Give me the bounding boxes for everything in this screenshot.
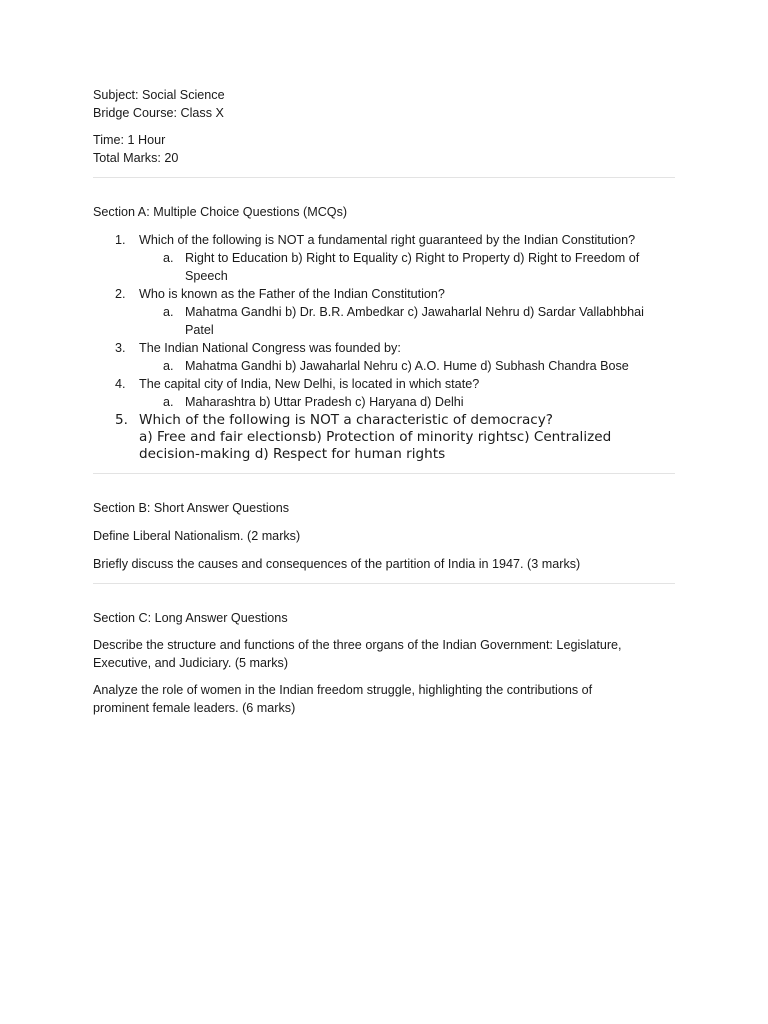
list-item — [93, 339, 675, 375]
option-letter: a. — [163, 251, 174, 265]
question-number: 5. — [115, 412, 128, 428]
long-question — [93, 681, 675, 717]
options-line: Right to Education b) Right to Equality c) Right to Property d) Right to Freedom of — [185, 251, 640, 265]
options-line: a) Free and fair electionsb) Protection of minority rightsc) Centralized — [139, 429, 612, 445]
course-line: Bridge Course: Class X — [93, 106, 224, 120]
question-number: 3. — [115, 341, 126, 355]
mcq-list — [93, 231, 675, 463]
question-text: Which of the following is NOT a fundamental right guaranteed by the Indian Constitution? — [139, 233, 636, 247]
long-question-line: prominent female leaders. (6 marks) — [93, 701, 296, 715]
options — [139, 393, 675, 411]
list-item — [93, 285, 675, 339]
question-paper — [93, 86, 675, 717]
option-letter: a. — [163, 305, 174, 319]
options-line: Patel — [185, 323, 214, 337]
question-text: Who is known as the Father of the Indian Constitution? — [139, 287, 445, 301]
short-question: Define Liberal Nationalism. (2 marks) — [93, 529, 301, 543]
options — [139, 249, 675, 285]
list-item — [93, 411, 675, 463]
time-line: Time: 1 Hour — [93, 133, 166, 147]
options-line: decision-making d) Respect for human rights — [139, 446, 446, 462]
options-line: Mahatma Gandhi b) Dr. B.R. Ambedkar c) Jawaharlal Nehru d) Sardar Vallabhbhai — [185, 305, 644, 319]
question-number: 2. — [115, 287, 126, 301]
list-item — [93, 231, 675, 285]
options — [139, 357, 675, 375]
long-question-line: Analyze the role of women in the Indian freedom struggle, highlighting the contributions of — [93, 683, 593, 697]
options — [139, 303, 675, 339]
question-number: 4. — [115, 377, 126, 391]
subject-line: Subject: Social Science — [93, 88, 225, 102]
section-c-title: Section C: Long Answer Questions — [93, 611, 288, 625]
question-text: The Indian National Congress was founded by: — [139, 341, 401, 355]
long-question-line: Executive, and Judiciary. (5 marks) — [93, 656, 289, 670]
section-b-title: Section B: Short Answer Questions — [93, 501, 290, 515]
option-letter: a. — [163, 359, 174, 373]
option-letter: a. — [163, 395, 174, 409]
list-item — [93, 375, 675, 411]
question-number: 1. — [115, 233, 126, 247]
options-line: Speech — [185, 269, 228, 283]
question-text: The capital city of India, New Delhi, is located in which state? — [139, 377, 480, 391]
short-question: Briefly discuss the causes and consequences of the partition of India in 1947. (3 marks) — [93, 557, 581, 571]
question-text: Which of the following is NOT a characteristic of democracy? — [139, 412, 554, 428]
section-a-title: Section A: Multiple Choice Questions (MCQs) — [93, 205, 348, 219]
options-line: Maharashtra b) Uttar Pradesh c) Haryana d) Delhi — [185, 395, 464, 409]
long-question-line: Describe the structure and functions of the three organs of the Indian Government: Legislature, — [93, 638, 622, 652]
options-line: Mahatma Gandhi b) Jawaharlal Nehru c) A.O. Hume d) Subhash Chandra Bose — [185, 359, 629, 373]
marks-line: Total Marks: 20 — [93, 151, 179, 165]
long-question — [93, 636, 675, 672]
